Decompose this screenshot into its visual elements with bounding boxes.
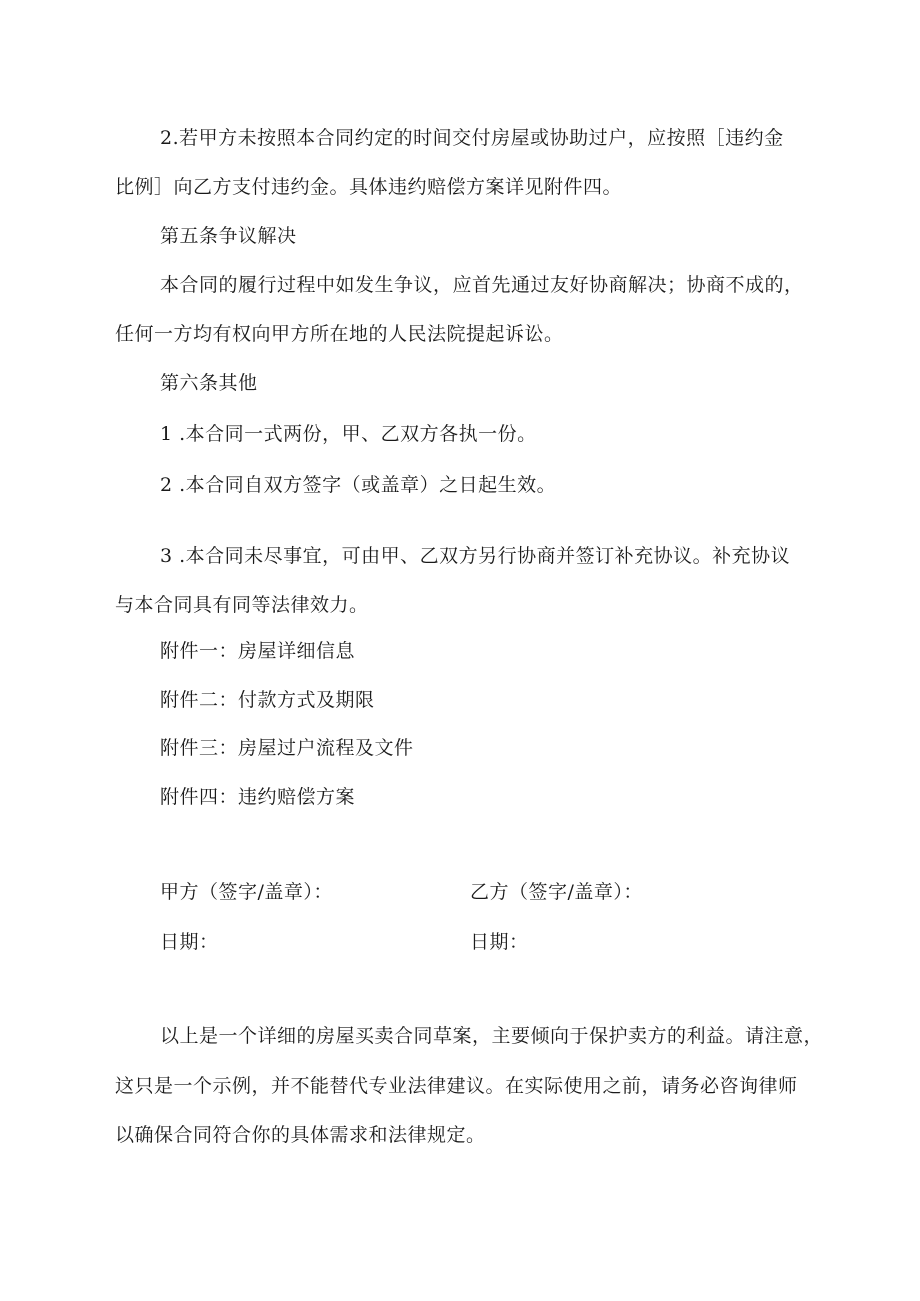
attachment-2: 附件二：付款方式及期限: [160, 689, 375, 711]
attachment-1: 附件一：房屋详细信息: [160, 640, 356, 662]
penalty-clause-line-1: 2.若甲方未按照本合同约定的时间交付房屋或协助过户，应按照［违约金: [160, 127, 784, 149]
article-6-item-2: 2 .本合同自双方签字（或盖章）之日起生效。: [160, 474, 557, 496]
note-line-1: 以上是一个详细的房屋买卖合同草案，主要倾向于保护卖方的利益。请注意，: [160, 1025, 824, 1047]
party-b-signature-label: 乙方（签字/盖章）：: [470, 881, 643, 903]
article-6-item-3-line-2: 与本合同具有同等法律效力。: [115, 594, 369, 616]
party-a-date-label: 日期：: [160, 931, 219, 953]
article-5-text-line-1: 本合同的履行过程中如发生争议，应首先通过友好协商解决；协商不成的，: [160, 274, 804, 296]
article-5-text-line-2: 任何一方均有权向甲方所在地的人民法院提起诉讼。: [115, 323, 564, 345]
party-a-signature-label: 甲方（签字/盖章）：: [160, 881, 333, 903]
article-5-heading: 第五条争议解决: [160, 225, 297, 247]
note-line-2: 这只是一个示例，并不能替代专业法律建议。在实际使用之前，请务必咨询律师: [115, 1075, 798, 1097]
attachment-4: 附件四：违约赔偿方案: [160, 786, 356, 808]
article-6-item-1: 1 .本合同一式两份，甲、乙双方各执一份。: [160, 423, 537, 445]
article-6-item-3-line-1: 3 .本合同未尽事宜，可由甲、乙双方另行协商并签订补充协议。补充协议: [160, 545, 791, 567]
party-b-date-label: 日期：: [470, 931, 529, 953]
attachment-3: 附件三：房屋过户流程及文件: [160, 737, 414, 759]
note-line-3: 以确保合同符合你的具体需求和法律规定。: [115, 1124, 486, 1146]
penalty-clause-line-2: 比例］向乙方支付违约金。具体违约赔偿方案详见附件四。: [115, 176, 623, 198]
article-6-heading: 第六条其他: [160, 372, 258, 394]
